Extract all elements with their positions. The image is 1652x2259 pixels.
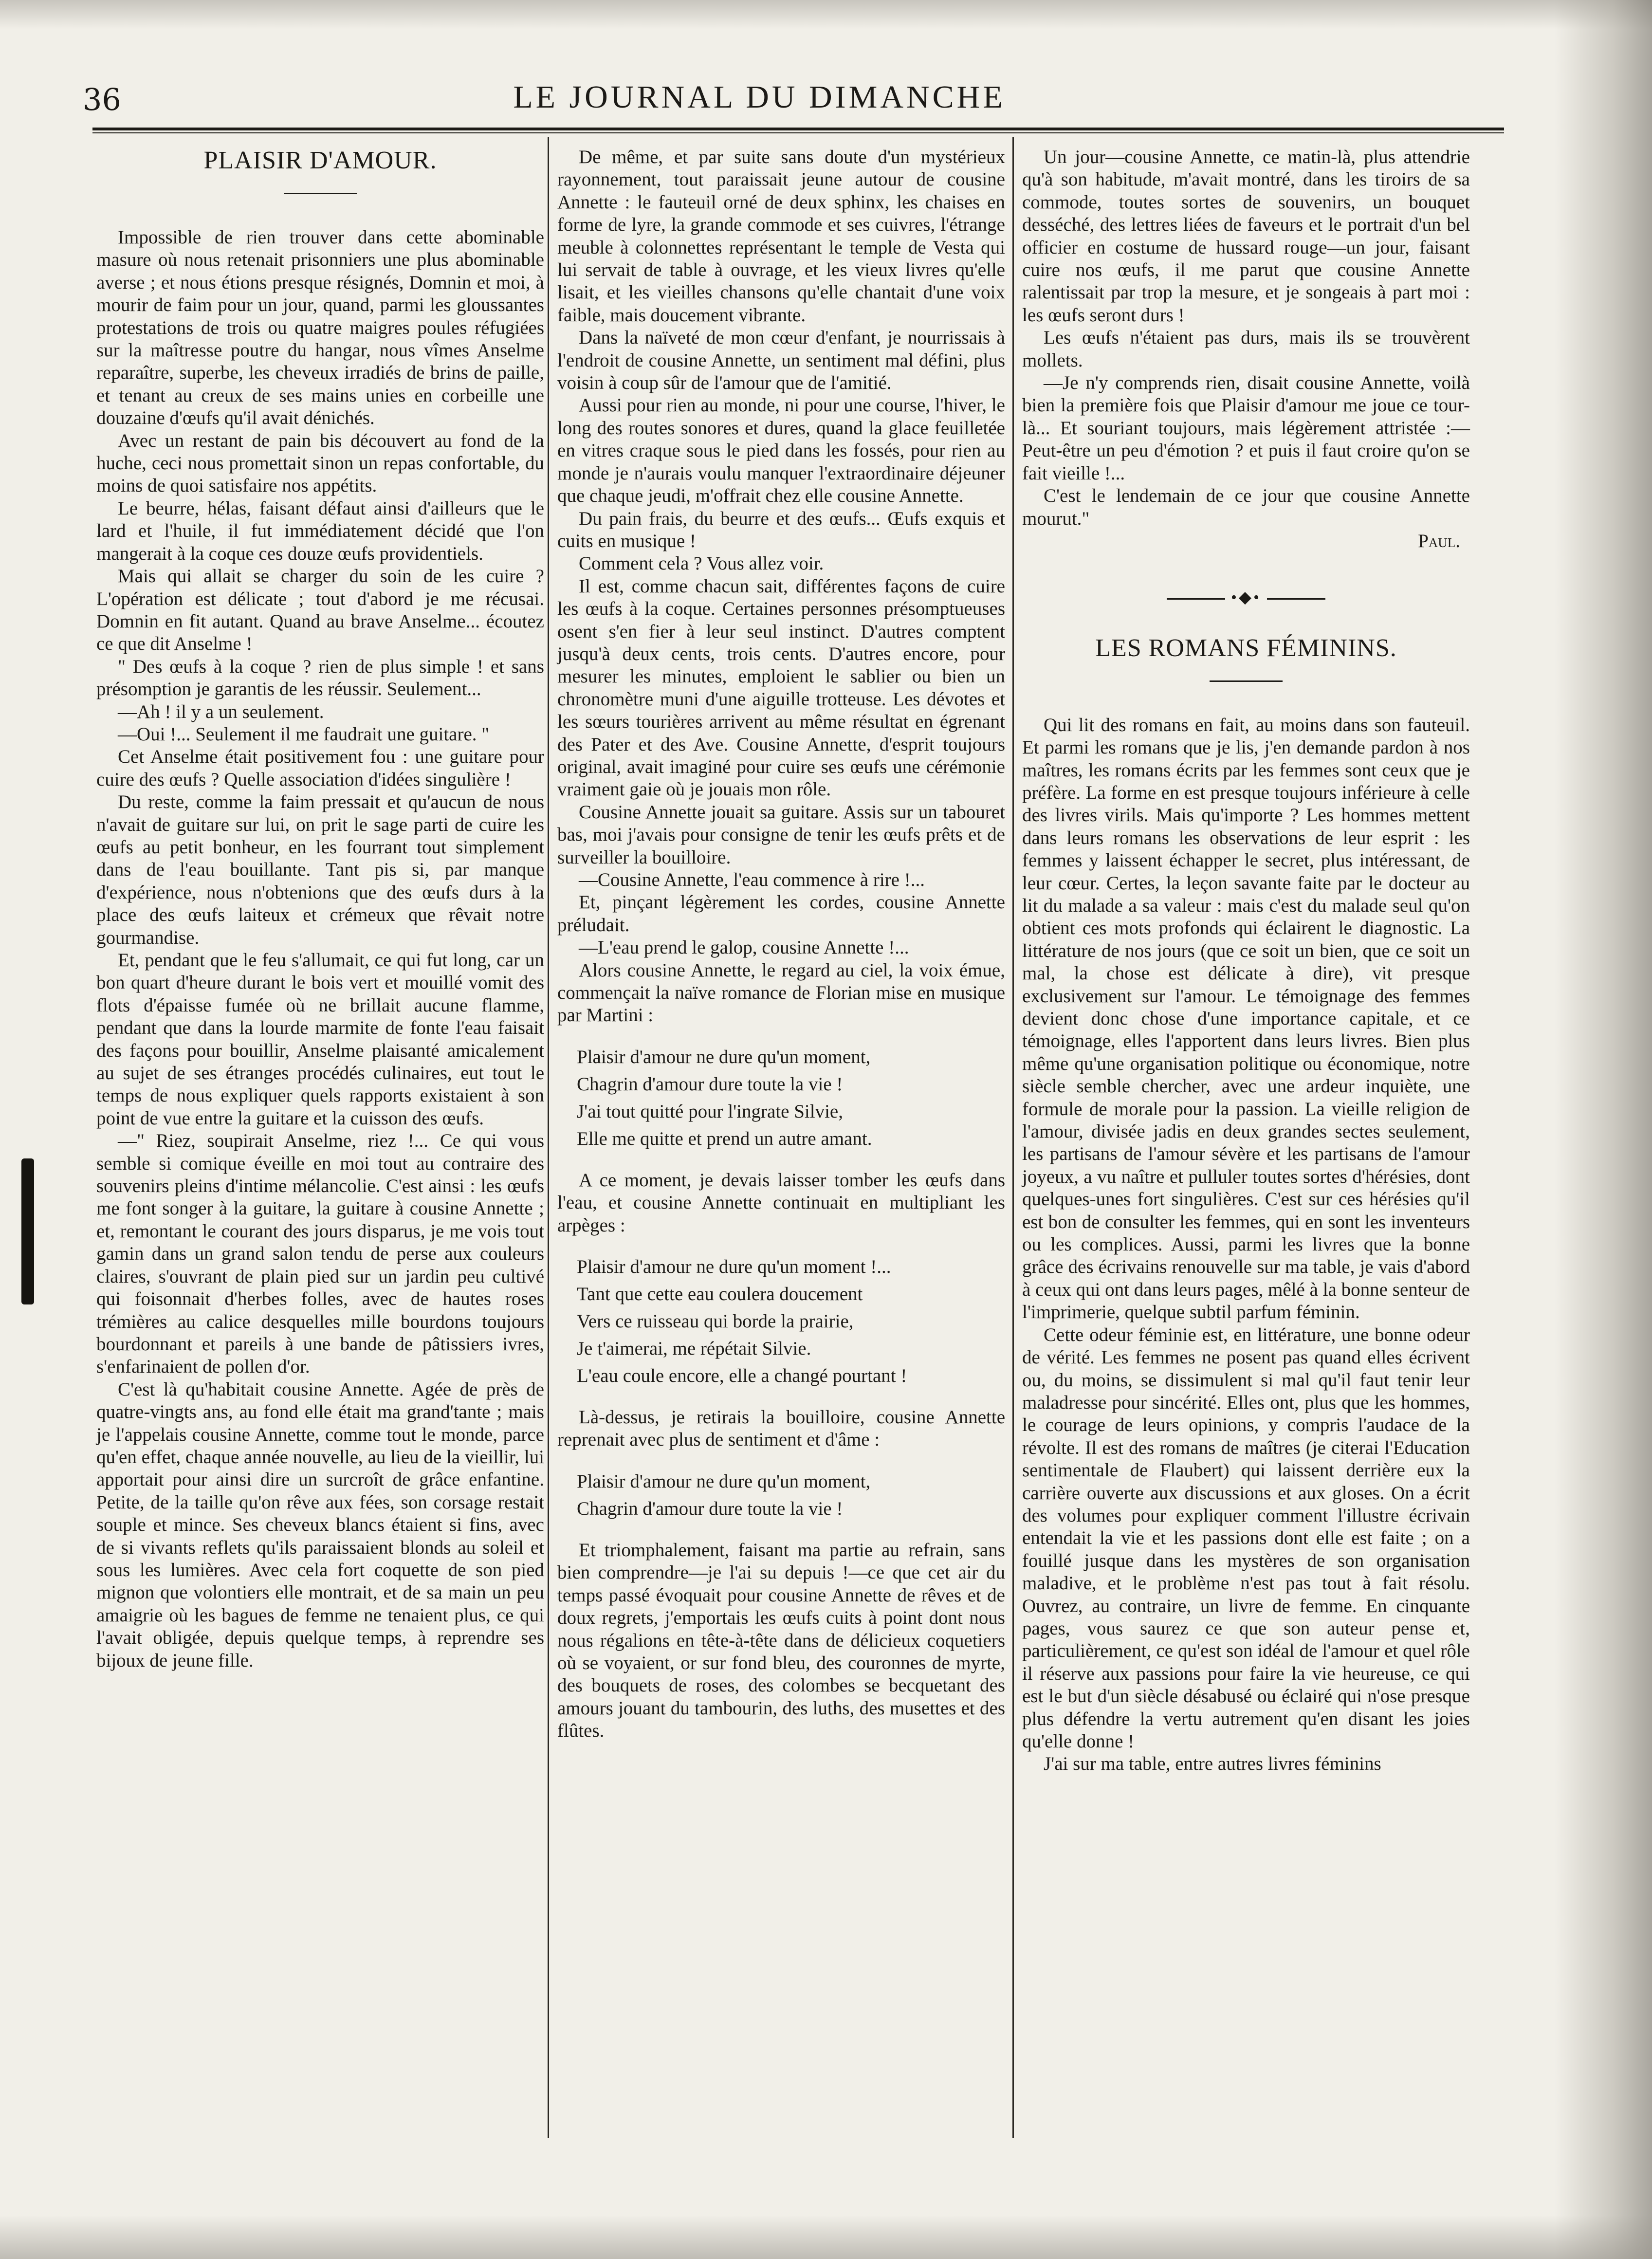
title-rule xyxy=(284,193,357,194)
header-rule-thin xyxy=(92,132,1504,133)
paragraph: —" Riez, soupirait Anselme, riez !... Ce qui vous semble si comique éveille en moi tout au contraire des souvenirs pleins d'intime mélancolie. C'est ainsi : les œufs me font songer à la guitare, la guitare à cousine Annette ; et, remontant le courant des jours disparus, je me vois tout gamin dans un grand salon tendu de perse aux couleurs claires, s'ouvrant de plain pied sur un jardin peu cultivé qui foisonnait d'herbes folles, avec de hautes roses trémières au calice desquelles mille bourdons toujours bourdonnant et pareils à une bande de pâtissiers ivres, s'enfarinaient de pollen d'or. xyxy=(96,1130,544,1377)
paragraph: Et, pendant que le feu s'allumait, ce qui fut long, car un bon quart d'heure durant le bois vert et mouillé vomit des flots d'épaisse fumée où ne brillait aucune flamme, pendant que dans la lourde marmite de fonte l'eau faisait des façons pour bouillir, Anselme plaisanté amicalement au sujet de ses étranges procédés culinaires, eut tout le temps de nous expliquer quels rapports existaient à son point de vue entre la guitare et la cuisson des œufs. xyxy=(96,950,544,1129)
ornament-line xyxy=(1167,598,1225,600)
title-rule xyxy=(1210,680,1283,682)
paragraph: Un jour—cousine Annette, ce matin-là, plus attendrie qu'à son habitude, m'avait montré, dans les tiroirs de sa commode, toutes sortes de souvenirs, un bouquet desséché, des lettres liées de faveurs et le portrait d'un bel officier en costume de hussard rouge—un jour, faisant cuire nos œufs, il me parut que cousine Annette ralentissait par trop la mesure, et je songeais à part moi : les œufs seront durs ! xyxy=(1022,147,1470,326)
journal-title: LE JOURNAL DU DIMANCHE xyxy=(513,79,1006,115)
verse xyxy=(577,1044,1005,1153)
verse-line: Je t'aimerai, me répétait Silvie. xyxy=(577,1338,811,1359)
paragraph: Impossible de rien trouver dans cette abominable masure où nous retenait prisonniers une plus abominable averse ; et nous étions presque résignés, Domnin et moi, à mourir de faim pour un jour, quand, parmi les gloussantes protestations de trois ou quatre maigres poules réfugiées sur la maîtresse poutre du hangar, nous vîmes Anselme reparaître, superbe, les cheveux irradiés de brins de paille, et tenant au creux de ses mains unies en corbeille une douzaine d'œufs qu'il avait dénichés. xyxy=(96,227,544,429)
verse-line: Plaisir d'amour ne dure qu'un moment, xyxy=(577,1046,871,1067)
scan-shadow-right xyxy=(1555,0,1652,2259)
paragraph: Alors cousine Annette, le regard au ciel, la voix émue, commençait la naïve romance de Florian mise en musique par Martini : xyxy=(557,959,1005,1026)
paragraph: Du reste, comme la faim pressait et qu'aucun de nous n'avait de guitare sur lui, on prit le sage parti de cuire les œufs au petit bonheur, en les fourrant tout simplement dans de l'eau bouillante. Tant pis si, par manque d'expérience, nous n'obtenions que des œufs durs à la place des œufs laiteux et crémeux que rêvait notre gourmandise. xyxy=(96,791,544,948)
paragraph: Aussi pour rien au monde, ni pour une course, l'hiver, le long des routes sonores et dures, quand la glace feuilletée en vitres craque sous le pied dans les fossés, pour rien au monde je n'aurais voulu manquer l'extraordinaire déjeuner que chaque jeudi, m'offrait chez elle cousine Annette. xyxy=(557,395,1005,507)
paragraph: —Je n'y comprends rien, disait cousine Annette, voilà bien la première fois que Plaisir d'amour me joue ce tour-là... Et souriant toujours, mais légèrement attristée :—Peut-être un peu d'émotion ? et puis il faut croire qu'on se fait vieille !... xyxy=(1022,372,1470,484)
paragraph: Comment cela ? Vous allez voir. xyxy=(579,553,824,574)
paragraph: Et triomphalement, faisant ma partie au refrain, sans bien comprendre—je l'ai su depuis !—ce que cet air du temps passé évoquait pour cousine Annette de rêves et de doux regrets, j'emportais les œufs cuits à point dont nous nous régalions en tête-à-tête dans de délicieux coquetiers où se voyaient, or sur fond bleu, des couronnes de myrte, des bouquets de roses, des colombes se becquetant des amours jouant du tambourin, des luths, des musettes et des flûtes. xyxy=(557,1539,1005,1742)
verse xyxy=(577,1468,1005,1523)
paragraph: A ce moment, je devais laisser tomber les œufs dans l'eau, et cousine Annette continuait en multipliant les arpèges : xyxy=(557,1169,1005,1236)
verse-line: Plaisir d'amour ne dure qu'un moment !... xyxy=(577,1256,891,1278)
paragraph: Du pain frais, du beurre et des œufs... Œufs exquis et cuits en musique ! xyxy=(557,508,1005,551)
paragraph: Le beurre, hélas, faisant défaut ainsi d'ailleurs que le lard et l'huile, il fut immédiatement décidé que l'on mangerait à la coque ces douze œufs providentiels. xyxy=(96,497,544,564)
scan-shadow-top xyxy=(0,0,1652,29)
verse-line: L'eau coule encore, elle a changé pourtant ! xyxy=(577,1365,907,1387)
paragraph: J'ai sur ma table, entre autres livres féminins xyxy=(1044,1753,1381,1775)
author-signature: Paul. xyxy=(1418,530,1460,551)
paragraph: Avec un restant de pain bis découvert au fond de la huche, ceci nous promettait sinon un repas confortable, du moins de quoi satisfaire nos appétits. xyxy=(96,430,544,496)
column-2 xyxy=(557,146,1005,1743)
paragraph: Cette odeur féminie est, en littérature, une bonne odeur de vérité. Les femmes ne posent pas quand elles écrivent ou, du moins, se dissimulent si mal qu'il faut tenir leur maladresse pour sincérité. Elles ont, plus que les hommes, le courage de leurs opinions, y compris l'audace de la révolte. Il est des romans de maîtres (je citerai l'Education sentimentale de Flaubert) qui laissent derrière eux la carrière ouverte aux discussions et aux gloses. On a écrit des volumes pour expliquer comment l'illustre écrivain entendait la vie et les passions dont elle est faite ; on a fouillé jusque dans les mystères de son organisation maladive, et le problème n'est pas tout à fait résolu. Ouvrez, au contraire, un livre de femme. En cinquante pages, vous saurez ce que son auteur pense et, particulièrement, ce qu'est son idéal de l'amour et quel rôle il réserve aux passions pour faire la vie heureuse, ce qui est le but d'un siècle désabusé ou éclairé qui n'ose presque plus défendre la vertu autrement qu'en disant les joies qu'elle donne ! xyxy=(1022,1324,1470,1752)
article-title: PLAISIR D'AMOUR. xyxy=(203,147,437,174)
paragraph: Cousine Annette jouait sa guitare. Assis sur un tabouret bas, moi j'avais pour consigne de tenir les œufs prêts et de surveiller la bouilloire. xyxy=(557,801,1005,868)
header-rule xyxy=(92,128,1504,130)
paragraph: Mais qui allait se charger du soin de les cuire ? L'opération est délicate ; tout d'abord je me récusai. Domnin en fit autant. Quand au brave Anselme... écoutez ce que dit Anselme ! xyxy=(96,566,544,655)
scan-shadow-bottom xyxy=(0,2215,1652,2259)
verse-line: Vers ce ruisseau qui borde la prairie, xyxy=(577,1311,854,1332)
paragraph: —Ah ! il y a un seulement. xyxy=(118,701,324,722)
paragraph: Cet Anselme était positivement fou : une guitare pour cuire des œufs ? Quelle association d'idées singulière ! xyxy=(96,746,544,790)
ink-smudge xyxy=(21,1158,34,1304)
paragraph: Il est, comme chacun sait, différentes façons de cuire les œufs à la coque. Certaines personnes présomptueuses osent s'en fier à leur seul instinct. D'autres comptent jusqu'à deux cents, trois cents. D'autres encore, pour mesurer les minutes, emploient le sablier ou bien un chronomètre muni d'une aiguille trotteuse. Les dévotes et les sœurs tourières arrivent au même résultat en égrenant des Pater et des Ave. Cousine Annette, d'esprit toujours original, avait imaginé pour cuire ses œufs une cérémonie vraiment gaie où je jouais mon rôle. xyxy=(557,575,1005,800)
verse-line: Chagrin d'amour dure toute la vie ! xyxy=(577,1498,843,1519)
paragraph: Et, pinçant légèrement les cordes, cousine Annette préludait. xyxy=(557,892,1005,936)
column-divider xyxy=(1012,137,1014,2138)
paragraph: C'est le lendemain de ce jour que cousine Annette mourut." xyxy=(1022,485,1470,529)
verse-line: Elle me quitte et prend un autre amant. xyxy=(577,1128,872,1149)
paragraph: —Oui !... Seulement il me faudrait une guitare. " xyxy=(118,723,490,745)
column-3 xyxy=(1022,146,1470,1776)
verse-line: Chagrin d'amour dure toute la vie ! xyxy=(577,1073,843,1095)
ornament-line xyxy=(1267,598,1325,600)
paragraph: Les œufs n'étaient pas durs, mais ils se trouvèrent mollets. xyxy=(1022,327,1470,371)
verse-line: J'ai tout quitté pour l'ingrate Silvie, xyxy=(577,1101,843,1122)
paragraph: De même, et par suite sans doute d'un mystérieux rayonnement, tout paraissait jeune autour de cousine Annette : le fauteuil orné de deux sphinx, les chaises en forme de lyre, la grande commode et ses cuivres, l'étrange meuble à colonnettes représentant le temple de Vesta qui lui servait de table à ouvrage, et les vieux livres qu'elle lisait, et les vieilles chansons qu'elle chantait d'une voix faible, mais doucement vibrante. xyxy=(557,147,1005,326)
article-title: LES ROMANS FÉMININS. xyxy=(1095,634,1397,662)
verse-line: Plaisir d'amour ne dure qu'un moment, xyxy=(577,1470,871,1492)
page-number: 36 xyxy=(83,82,121,117)
paragraph: —L'eau prend le galop, cousine Annette !... xyxy=(579,937,909,958)
paragraph: C'est là qu'habitait cousine Annette. Agée de près de quatre-vingts ans, au fond elle était ma grand'tante ; mais je l'appelais cousine Annette, comme tout le monde, parce qu'en effet, chaque année nouvelle, au lieu de la vieillir, lui apportait pour ainsi dire un surcroît de grâce enfantine. Petite, de la taille qu'on rêve aux fées, son corsage restait souple et mince. Ses cheveux blancs étaient si fins, avec de si vivants reflets qu'ils paraissaient blonds au soleil et sous les lumières. Avec cela fort coquette de son pied mignon que volontiers elle montrait, et de sa main un peu amaigrie où les bagues de femme ne tenaient plus, ce qui l'avait obligée, depuis quelque temps, à reprendre ses bijoux de jeune fille. xyxy=(96,1378,544,1671)
ornament-glyph: •◆• xyxy=(1231,588,1261,607)
verse-line: Tant que cette eau coulera doucement xyxy=(577,1284,863,1305)
column-divider xyxy=(548,137,549,2138)
paragraph: Qui lit des romans en fait, au moins dans son fauteuil. Et parmi les romans que je lis, j'en demande pardon à nos maîtres, les romans écrits par les femmes sont ceux que je préfère. La forme en est presque toujours inférieure à celle des livres virils. Mais qu'importe ? Les hommes mettent dans leurs romans les observations de leur esprit : les femmes y laissent échapper le secret, plus intéressant, de leur cœur. Certes, la leçon savante faite par le docteur au lit du malade a sa valeur : mais c'est du malade seul qu'on obtient ces mots profonds qui éclairent le diagnostic. La littérature de nos jours (que ce soit un bien, que ce soit un mal, la chose est délicate à dire), vit presque exclusivement sur l'amour. Le témoignage des femmes devient donc chose d'une importance capitale, et ce témoignage, elles l'apportent dans leurs livres. Bien plus même qu'une organisation politique ou économique, notre siècle semble chercher, avec une ardeur inquiète, une formule de morale pour la passion. La vieille religion de l'amour, divisée jadis en deux grandes sectes seulement, les partisans de l'amour sévère et les partisans de l'amour joyeux, a vu naître et pulluler toutes sortes d'hérésies, dont quelques-unes fort singulières. C'est sur ces hérésies qu'il est bon de consulter les femmes, qui en sont les inventeurs ou les complices. Aussi, parmi les livres que la bonne grâce des écrivains renouvelle sur ma table, je vais d'abord à ceux qui ont dans leurs pages, mêlé à la bonne senteur de l'imprimerie, quelque subtil parfum féminin. xyxy=(1022,714,1470,1323)
paragraph: Là-dessus, je retirais la bouilloire, cousine Annette reprenait avec plus de sentiment et d'âme : xyxy=(557,1407,1005,1451)
paragraph: " Des œufs à la coque ? rien de plus simple ! et sans présomption je garantis de les réussir. Seulement... xyxy=(96,656,544,700)
column-1 xyxy=(96,146,544,1672)
section-ornament xyxy=(1022,587,1470,609)
paragraph: Dans la naïveté de mon cœur d'enfant, je nourrissais à l'endroit de cousine Annette, un sentiment mal défini, plus voisin à coup sûr de l'amour que de l'amitié. xyxy=(557,327,1005,394)
verse xyxy=(577,1253,1005,1390)
paragraph: —Cousine Annette, l'eau commence à rire !... xyxy=(579,869,925,890)
